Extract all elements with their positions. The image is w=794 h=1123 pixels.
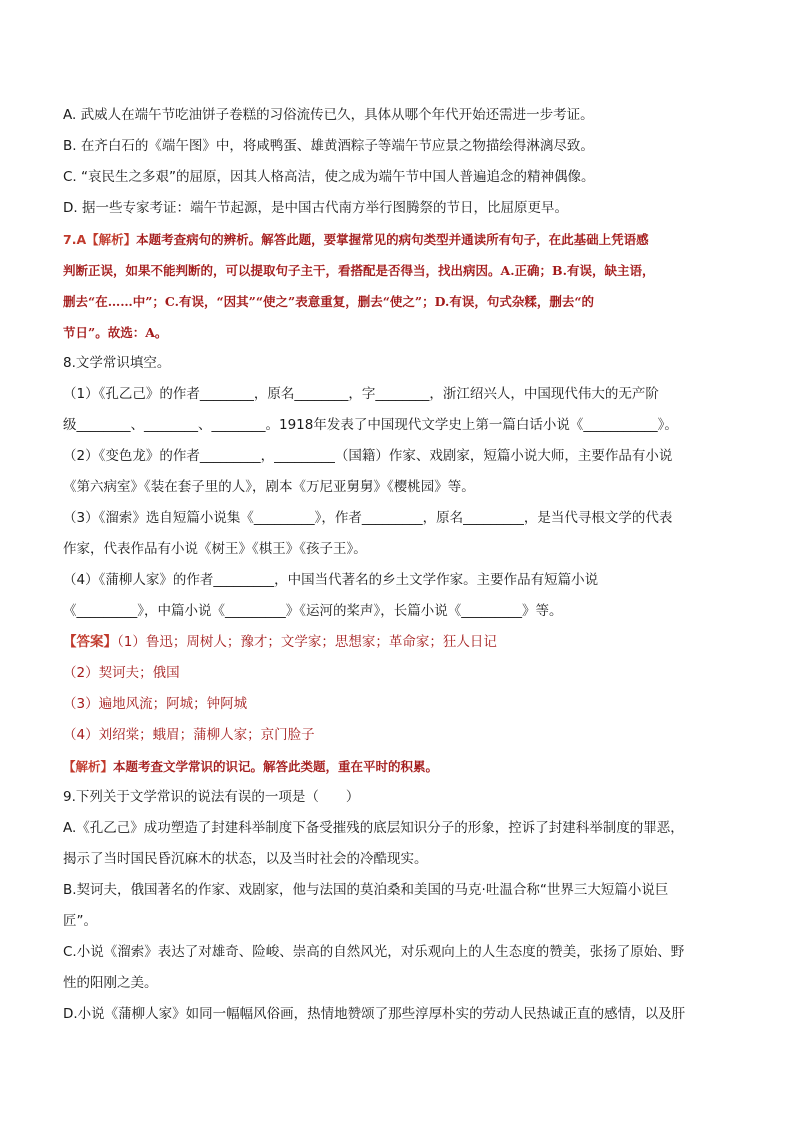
q8-analysis-text: 本题考查文学常识的识记。解答此类题，重在平时的积累。 — [113, 759, 439, 774]
q7-analysis-line-2: 判断正误，如果不能判断的，可以提取句子主干，看搭配是否得当，找出病因。A.正确；B.有误，缺主语， — [63, 263, 655, 278]
q8-part-2-line-1: （2）《变色龙》的作者_________，_________（国籍）作家、戏剧家，短篇小说大师，主要作品有小说 — [63, 448, 673, 464]
q7-analysis-line-4: 节日”。故选：A。 — [63, 325, 168, 340]
q8-part-2-line-2: 《第六病室》《装在套子里的人》，剧本《万尼亚舅舅》《樱桃园》等。 — [63, 479, 475, 495]
q9-option-a-line-2: 揭示了当时国民昏沉麻木的状态，以及当时社会的冷酷现实。 — [63, 851, 428, 867]
q8-analysis — [63, 751, 723, 782]
q9-option-c-line-1: C.小说《溜索》表达了对雄奇、险峻、崇高的自然风光，对乐观向上的人生态度的赞美，张扬了原始、野 — [63, 944, 685, 960]
q8-answer-line-1 — [63, 627, 723, 658]
q9-title: 9.下列关于文学常识的说法有误的一项是（ ） — [63, 789, 360, 805]
q8-answer-line-2: （2）契诃夫；俄国 — [63, 665, 180, 681]
q9-option-c-line-2: 性的阳刚之美。 — [63, 975, 158, 991]
q8-answer-line-3: （3）遍地风流；阿城；钟阿城 — [63, 696, 248, 712]
q7-answer-tag: 7.A【解析】 — [63, 232, 137, 247]
q8-part-1-line-2: 级________、________、________。1918年发表了中国现代文学史上第一篇白话小说《___________》。 — [63, 417, 678, 433]
q8-answer-line-4: （4）刘绍棠；蛾眉；蒲柳人家；京门脸子 — [63, 727, 315, 743]
page-content — [63, 100, 723, 1030]
q8-part-4-line-2: 《_________》，中篇小说《_________》《运河的桨声》，长篇小说《_________》等。 — [63, 603, 563, 619]
q8-part-3-line-2: 作家，代表作品有小说《树王》《棋王》《孩子王》。 — [63, 541, 367, 557]
q8-title: 8.文学常识填空。 — [63, 355, 171, 371]
q9-option-a-line-1: A.《孔乙己》成功塑造了封建科举制度下备受摧残的底层知识分子的形象，控诉了封建科举制度的罪恶， — [63, 820, 684, 836]
q7-analysis-line-1 — [63, 224, 723, 255]
q9-option-b-line-2: 匠”。 — [63, 913, 97, 929]
q8-answer-text-1: （1）鲁迅；周树人；豫才；文学家；思想家；革命家；狂人日记 — [117, 634, 497, 650]
q6-option-c: C. “哀民生之多艰”的屈原，因其人格高洁，使之成为端午节中国人普遍追念的精神偶像。 — [63, 169, 595, 185]
q8-part-3-line-1: （3）《溜索》选自短篇小说集《_________》，作者_________，原名_________，是当代寻根文学的代表 — [63, 510, 673, 526]
q9-option-b-line-1: B.契诃夫，俄国著名的作家、戏剧家，他与法国的莫泊桑和美国的马克·吐温合称“世界三大短篇小说巨 — [63, 882, 669, 898]
q7-analysis-line-3: 删去“在……中”；C.有误，“因其”“使之”表意重复，删去“使之”；D.有误，句式杂糅，删去“的 — [63, 294, 595, 309]
q8-part-4-line-1: （4）《蒲柳人家》的作者_________，中国当代著名的乡土文学作家。主要作品有短篇小说 — [63, 572, 599, 588]
q8-part-1-line-1: （1）《孔乙己》的作者________，原名________，字________，浙江绍兴人，中国现代伟大的无产阶 — [63, 386, 659, 402]
q6-option-a: A. 武威人在端午节吃油饼子卷糕的习俗流传已久，具体从哪个年代开始还需进一步考证。 — [63, 107, 594, 123]
q8-answer-tag: 【答案】 — [63, 634, 117, 650]
q6-option-b: B. 在齐白石的《端午图》中，将咸鸭蛋、雄黄酒粽子等端午节应景之物描绘得淋漓尽致。 — [63, 138, 594, 154]
q6-option-d: D. 据一些专家考证：端午节起源，是中国古代南方举行图腾祭的节日，比屈原更早。 — [63, 200, 568, 216]
q9-option-d-line-1: D.小说《蒲柳人家》如同一幅幅风俗画，热情地赞颂了那些淳厚朴实的劳动人民热诚正直的感情，以及肝 — [63, 1006, 686, 1022]
q7-analysis-text: 本题考查病句的辨析。解答此题，要掌握常见的病句类型并通读所有句子，在此基础上凭语感 — [136, 232, 649, 247]
q8-analysis-tag: 【解析】 — [63, 759, 114, 774]
